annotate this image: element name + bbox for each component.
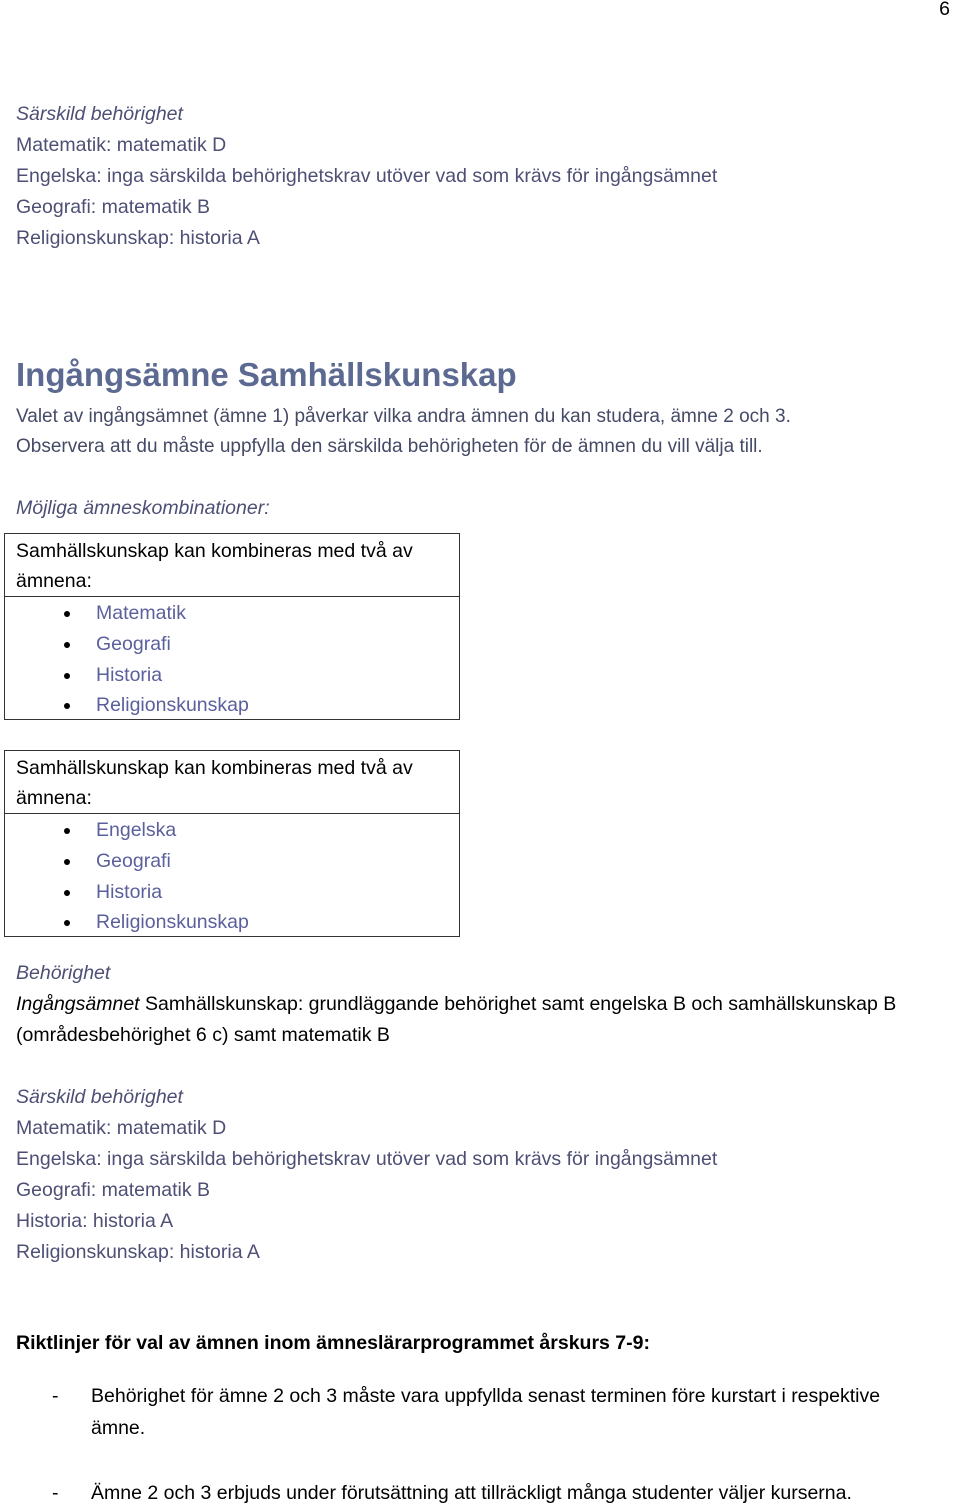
subject-item: Engelska bbox=[96, 819, 177, 841]
bullet-icon bbox=[64, 859, 70, 865]
guideline-item-line: ämne. bbox=[91, 1417, 146, 1439]
page-number: 6 bbox=[939, 0, 950, 20]
intro-line: Valet av ingångsämnet (ämne 1) påverkar vilka andra ämnen du kan studera, ämne 2 och 3. bbox=[16, 406, 791, 427]
eligibility-line bbox=[16, 989, 896, 1020]
section-heading: Särskild behörighet bbox=[16, 103, 183, 125]
bullet-icon bbox=[64, 673, 70, 679]
dash-bullet-icon: - bbox=[52, 1482, 59, 1504]
combination-box-header bbox=[5, 534, 459, 597]
bullet-icon bbox=[64, 703, 70, 709]
combination-box-header bbox=[5, 751, 459, 814]
combinations-label: Möjliga ämneskombinationer: bbox=[16, 497, 270, 519]
subject-item: Religionskunskap bbox=[96, 911, 249, 933]
requirement-line: Matematik: matematik D bbox=[16, 1117, 227, 1139]
subject-item: Religionskunskap bbox=[96, 694, 249, 716]
requirement-line: Religionskunskap: historia A bbox=[16, 1241, 260, 1263]
bullet-icon bbox=[64, 828, 70, 834]
eligibility-line: (områdesbehörighet 6 c) samt matematik B bbox=[16, 1024, 390, 1046]
guideline-item-line: Behörighet för ämne 2 och 3 måste vara uppfyllda senast terminen före kurstart i respektive bbox=[91, 1385, 881, 1407]
combination-box-header-line: Samhällskunskap kan kombineras med två av bbox=[16, 757, 413, 779]
bullet-icon bbox=[64, 611, 70, 617]
page-title: Ingångsämne Samhällskunskap bbox=[16, 356, 517, 393]
subject-item: Historia bbox=[96, 664, 163, 686]
requirement-line: Engelska: inga särskilda behörighetskrav utöver vad som krävs för ingångsämnet bbox=[16, 1148, 718, 1170]
combination-box-1 bbox=[4, 533, 460, 720]
bullet-icon bbox=[64, 920, 70, 926]
combination-box-2 bbox=[4, 750, 460, 937]
requirement-line: Religionskunskap: historia A bbox=[16, 227, 260, 249]
bullet-icon bbox=[64, 642, 70, 648]
combination-box-header-line: ämnena: bbox=[16, 570, 92, 592]
requirement-line: Matematik: matematik D bbox=[16, 134, 227, 156]
eligibility-italic-prefix: Ingångsämnet bbox=[16, 993, 140, 1015]
guideline-item-line: Ämne 2 och 3 erbjuds under förutsättning att tillräckligt många studenter väljer kurserna. bbox=[91, 1482, 852, 1504]
subject-item: Geografi bbox=[96, 633, 171, 655]
subject-item: Matematik bbox=[96, 602, 186, 624]
requirement-line: Engelska: inga särskilda behörighetskrav utöver vad som krävs för ingångsämnet bbox=[16, 165, 718, 187]
eligibility-heading: Behörighet bbox=[16, 962, 111, 984]
combination-box-header-line: Samhällskunskap kan kombineras med två av bbox=[16, 540, 413, 562]
combination-box-header-line: ämnena: bbox=[16, 787, 92, 809]
requirement-line: Geografi: matematik B bbox=[16, 1179, 210, 1201]
dash-bullet-icon: - bbox=[52, 1385, 59, 1407]
subject-item: Historia bbox=[96, 881, 163, 903]
bullet-icon bbox=[64, 890, 70, 896]
eligibility-line-text: Samhällskunskap: grundläggande behörighet samt engelska B och samhällskunskap B bbox=[139, 993, 897, 1015]
guidelines-title: Riktlinjer för val av ämnen inom ämneslärarprogrammet årskurs 7-9: bbox=[16, 1332, 650, 1354]
subject-item: Geografi bbox=[96, 850, 171, 872]
intro-line: Observera att du måste uppfylla den särskilda behörigheten för de ämnen du vill välja till. bbox=[16, 436, 763, 457]
requirement-line: Geografi: matematik B bbox=[16, 196, 210, 218]
requirement-line: Historia: historia A bbox=[16, 1210, 174, 1232]
section-heading: Särskild behörighet bbox=[16, 1086, 183, 1108]
